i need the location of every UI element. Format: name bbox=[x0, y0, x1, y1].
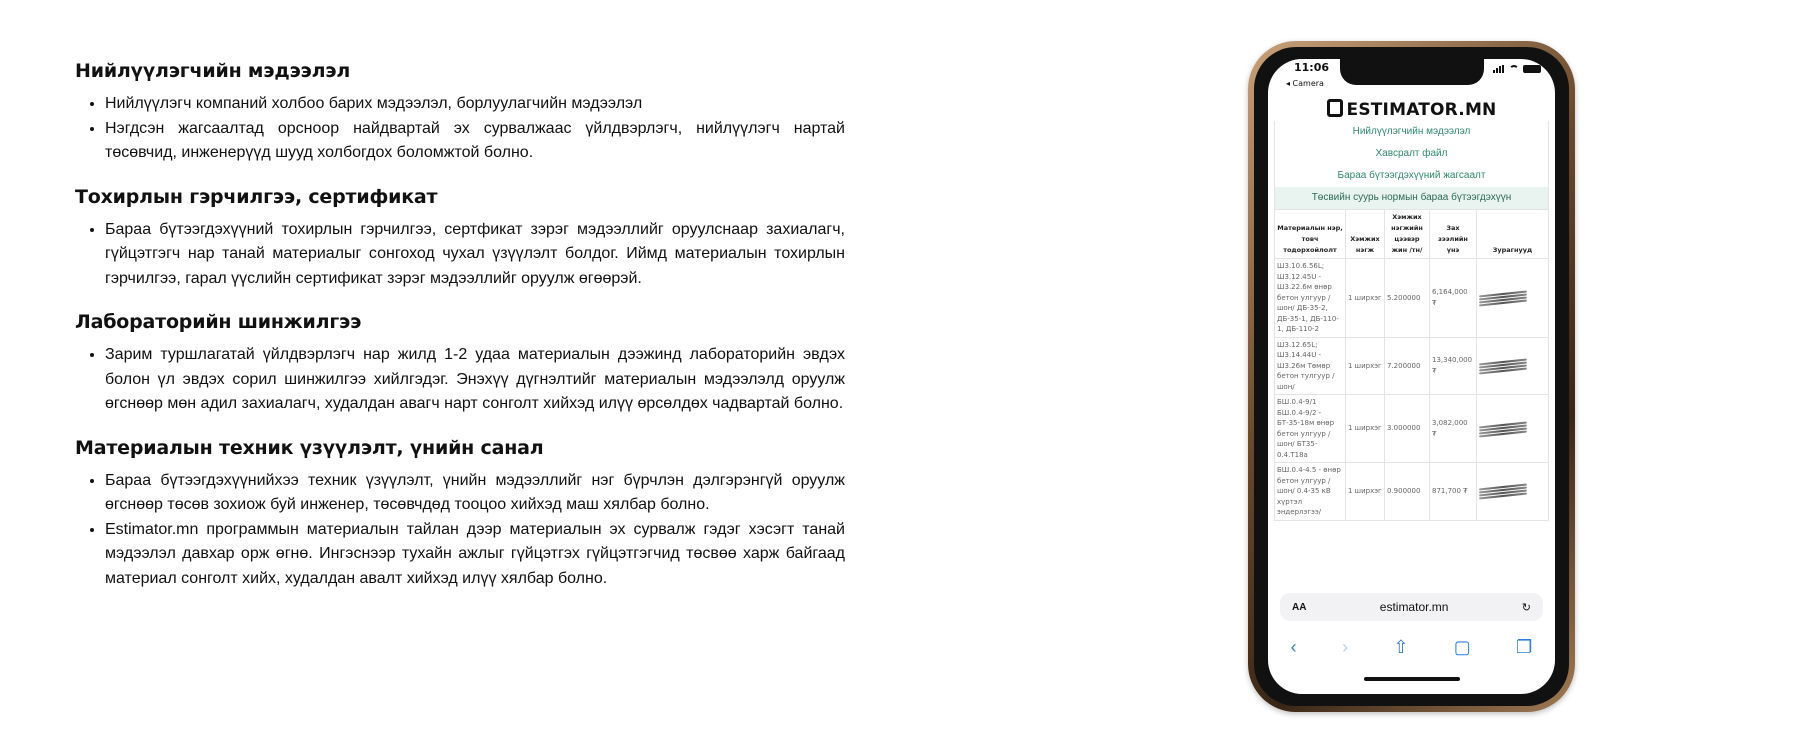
product-image[interactable] bbox=[1477, 395, 1549, 463]
list-item: • Зарим туршлагатай үйлдвэрлэгч нар жилд 1-2 удаа материалын дээжинд лабораторийн эвдэх болон үл эвдэх сорил шинжилгээ хийлгэдэг. Энэхүү дүгнэлтийг материалын мэдээлэлд оруулж өгснөөр мөн адил захиалагч, худалдан авагч нарт сонголт хийхэд илүү өрсөлдөх чадвартай болно. bbox=[105, 343, 845, 417]
phone-mockup bbox=[1248, 41, 1575, 712]
net-weight: 3.000000 bbox=[1385, 395, 1430, 463]
table-row[interactable] bbox=[1275, 337, 1549, 395]
market-price: 13,340,000 ₮ bbox=[1430, 337, 1477, 395]
browser-address-bar[interactable] bbox=[1280, 593, 1543, 621]
section-title: Лабораторийн шинжилгээ bbox=[75, 311, 362, 333]
site-logo[interactable] bbox=[1268, 99, 1555, 120]
material-name: БШ.0.4-9/1 БШ.0.4-9/2 - БТ-35-18м өнөр бетон улгуур /шон/ БТ35-0.4.Т18а bbox=[1275, 395, 1346, 463]
wifi-icon bbox=[1509, 65, 1519, 73]
forward-icon[interactable]: › bbox=[1342, 636, 1349, 657]
phone-screen bbox=[1268, 59, 1555, 694]
phone-notch bbox=[1340, 59, 1484, 85]
rebar-image-icon bbox=[1479, 291, 1527, 305]
section-title: Нийлүүлэгчийн мэдээлэл bbox=[75, 60, 351, 82]
table-row[interactable] bbox=[1275, 395, 1549, 463]
section-supplier-info bbox=[75, 60, 845, 166]
battery-icon bbox=[1523, 65, 1541, 73]
section-specs-prices bbox=[75, 437, 845, 592]
unit: 1 ширхэг bbox=[1346, 395, 1385, 463]
menu-item-attachments[interactable]: Хавсралт файл bbox=[1274, 143, 1549, 165]
rebar-image-icon bbox=[1479, 422, 1527, 436]
content-column bbox=[75, 60, 845, 611]
column-header: Зах зээлийн үнэ bbox=[1430, 210, 1477, 259]
column-header: Материалын нэр, товч тодорхойлолт bbox=[1275, 210, 1346, 259]
market-price: 3,082,000 ₮ bbox=[1430, 395, 1477, 463]
product-image[interactable] bbox=[1477, 463, 1549, 521]
menu-item-supplier-info[interactable]: Нийлүүлэгчийн мэдээлэл bbox=[1274, 121, 1549, 143]
market-price: 871,700 ₮ bbox=[1430, 463, 1477, 521]
menu-item-product-list[interactable]: Бараа бүтээгдэхүүний жагсаалт bbox=[1274, 165, 1549, 187]
bullet-list bbox=[75, 218, 845, 292]
material-name: Ш3.10.6.56L; Ш3.12.45U - Ш3.22.6м өнөр бетон улгуур /шон/ ДБ-35-2, ДБ-35-1, ДБ-110-1, ДБ-110-2 bbox=[1275, 259, 1346, 338]
browser-toolbar bbox=[1268, 627, 1555, 667]
list-item: • Estimator.mn программын материалын тайлан дээр материалын эх сурвалж гэдэг хэсэгт танай мэдээлэл давхар орж өгнө. Ингэснээр тухайн ажлыг гүйцэтгэх гүйцэтгэгчид төсвөө харж байгаад материал сонголт хийх, худалдан авалт хийхэд илүү хялбар болно. bbox=[105, 518, 845, 592]
table-row[interactable] bbox=[1275, 463, 1549, 521]
status-icons bbox=[1493, 65, 1541, 73]
rebar-image-icon bbox=[1479, 359, 1527, 373]
logo-text: ESTIMATOR.MN bbox=[1346, 100, 1497, 120]
list-item: • Бараа бүтээгдэхүүний тохирлын гэрчилгээ, сертфикат зэрэг мэдээллийг оруулснаар захиалагч, гүйцэтгэгч нар танай материалыг сонгоход чухал үзүүлэлт болдог. Иймд материалын тохирлын гэрчилгээ, гарал үүслийн сертификат зэрэг мэдээллийг оруулж өгөөрэй. bbox=[105, 218, 845, 292]
market-price: 6,164,000 ₮ bbox=[1430, 259, 1477, 338]
table-header-row bbox=[1275, 210, 1549, 259]
home-indicator bbox=[1364, 677, 1460, 681]
section-title: Тохирлын гэрчилгээ, сертификат bbox=[75, 185, 438, 208]
back-icon[interactable]: ‹ bbox=[1290, 636, 1297, 657]
column-header: Хэмжих нэгж bbox=[1346, 210, 1385, 259]
reload-icon[interactable]: ↻ bbox=[1521, 601, 1531, 614]
material-name: Ш3.12.65L; Ш3.14.44U - Ш3.26м Төмөр бетон тулгуур / шон/ bbox=[1275, 337, 1346, 395]
reader-mode-button[interactable]: AA bbox=[1292, 601, 1307, 613]
list-item: • Бараа бүтээгдэхүүнийхээ техник үзүүлэлт, үнийн мэдээллийг нэг бүрчлэн дэлгэрэнгүй оруулж өгснөөр төсөв зохиож буй инженер, төсөвчдөд тооцоо хийхэд маш хялбар болно. bbox=[105, 469, 845, 518]
column-header: Зурагнууд bbox=[1477, 210, 1549, 259]
logo-icon bbox=[1327, 99, 1343, 117]
bullet-list bbox=[75, 343, 845, 417]
unit: 1 ширхэг bbox=[1346, 463, 1385, 521]
table-row[interactable] bbox=[1275, 259, 1549, 338]
bullet-list bbox=[75, 92, 845, 166]
product-image[interactable] bbox=[1477, 337, 1549, 395]
back-to-camera-link[interactable]: ◂ Camera bbox=[1286, 79, 1324, 88]
unit: 1 ширхэг bbox=[1346, 337, 1385, 395]
share-icon[interactable]: ⇧ bbox=[1393, 636, 1409, 657]
phone-bezel bbox=[1254, 47, 1569, 706]
url-text: estimator.mn bbox=[1379, 600, 1449, 614]
menu-item-norm-products[interactable]: Төсвийн суурь нормын бараа бүтээгдэхүүн bbox=[1274, 187, 1549, 209]
signal-icon bbox=[1493, 65, 1505, 73]
bookmarks-icon[interactable]: ▢ bbox=[1453, 636, 1471, 657]
products-table bbox=[1274, 209, 1549, 521]
section-certificates bbox=[75, 186, 845, 292]
site-menu bbox=[1274, 121, 1549, 209]
tabs-icon[interactable]: ❐ bbox=[1516, 636, 1533, 657]
bullet-list bbox=[75, 469, 845, 592]
status-time: 11:06 bbox=[1294, 61, 1330, 74]
product-image[interactable] bbox=[1477, 259, 1549, 338]
list-item: • Нэгдсэн жагсаалтад орсноор найдвартай эх сурвалжаас үйлдвэрлэгч, нийлүүлэгч нартай төсөвчид, инженерүүд шууд холбогдох боломжтой болно. bbox=[105, 117, 845, 166]
section-lab-tests bbox=[75, 311, 845, 417]
column-header: Хэмжих нэгжийн цээвэр жин /тн/ bbox=[1385, 210, 1430, 259]
net-weight: 7.200000 bbox=[1385, 337, 1430, 395]
section-title: Материалын техник үзүүлэлт, үнийн санал bbox=[75, 436, 544, 459]
material-name: БШ.0.4-4.5 - өнөр бетон улгуур /шон/ 0.4-35 кВ хүртэл эндерлэгээ/ bbox=[1275, 463, 1346, 521]
net-weight: 5.200000 bbox=[1385, 259, 1430, 338]
unit: 1 ширхэг bbox=[1346, 259, 1385, 338]
net-weight: 0.900000 bbox=[1385, 463, 1430, 521]
rebar-image-icon bbox=[1479, 484, 1527, 498]
list-item: • Нийлүүлэгч компаний холбоо барих мэдээлэл, борлуулагчийн мэдээлэл bbox=[105, 92, 845, 117]
